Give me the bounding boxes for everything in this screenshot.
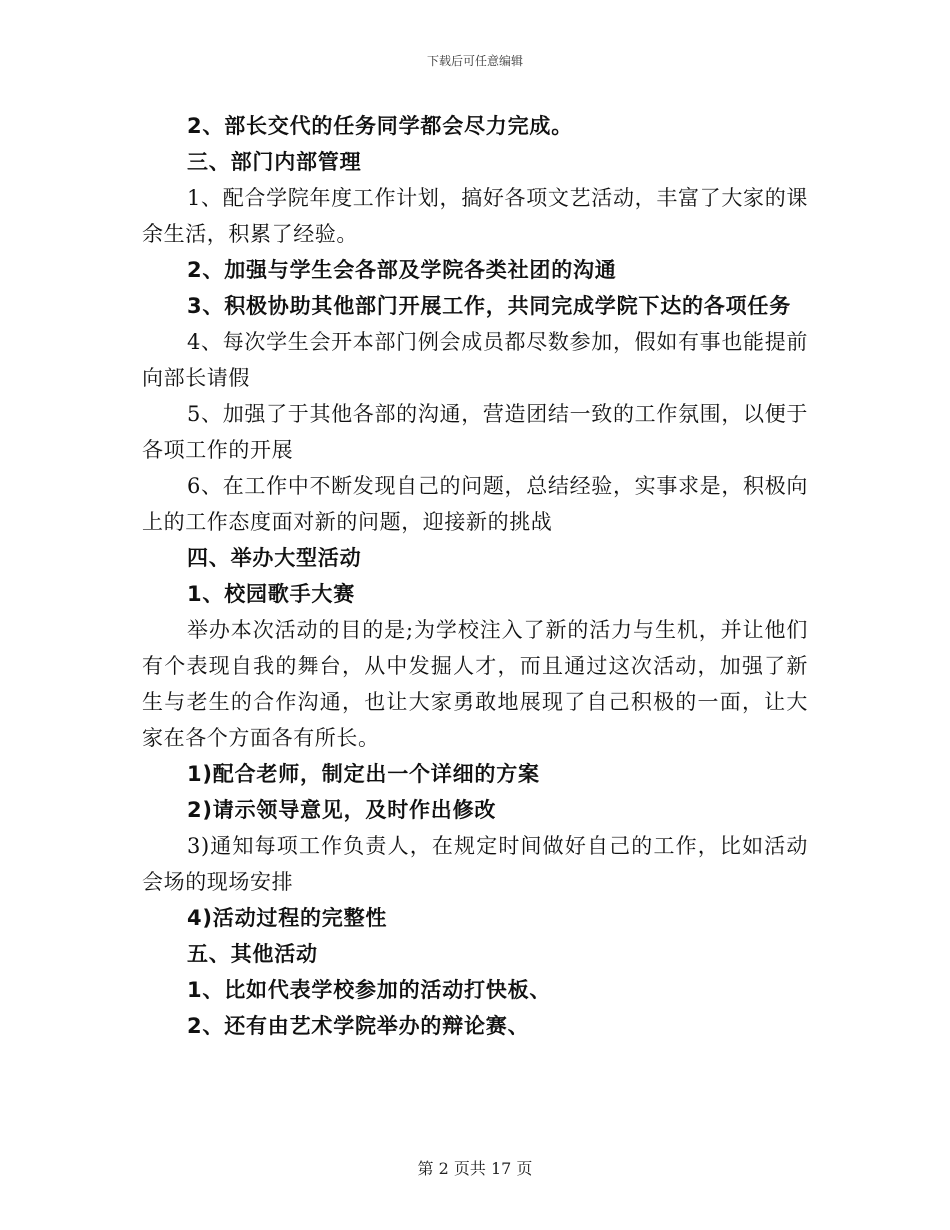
paragraph-line: 2、部长交代的任务同学都会尽力完成。 xyxy=(187,114,574,138)
list-item: 4)活动过程的完整性 xyxy=(187,906,388,930)
page-header: 下载后可任意编辑 xyxy=(426,54,523,68)
paragraph-line: 1、配合学院年度工作计划，搞好各项文艺活动，丰富了大家的课 xyxy=(187,186,808,210)
list-item: 3)通知每项工作负责人，在规定时间做好自己的工作，比如活动 xyxy=(187,834,808,858)
paragraph-line: 上的工作态度面对新的问题，迎接新的挑战 xyxy=(142,510,553,534)
list-item: 2、还有由艺术学院举办的辩论赛、 xyxy=(187,1014,530,1038)
paragraph-line: 5、加强了于其他各部的沟通，营造团结一致的工作氛围，以便于 xyxy=(187,402,808,426)
document-body xyxy=(142,108,808,1044)
page-footer: 第 2 页共 17 页 xyxy=(417,1159,533,1178)
list-item: 1、比如代表学校参加的活动打快板、 xyxy=(187,978,552,1002)
paragraph-line: 2、加强与学生会各部及学院各类社团的沟通 xyxy=(187,258,617,282)
paragraph-line: 会场的现场安排 xyxy=(142,870,294,894)
section-heading: 四、举办大型活动 xyxy=(187,546,362,570)
paragraph-line: 举办本次活动的目的是;为学校注入了新的活力与生机，并让他们 xyxy=(187,618,808,642)
subsection-heading: 1、校园歌手大赛 xyxy=(187,582,356,606)
paragraph-line: 生与老生的合作沟通，也让大家勇敢地展现了自己积极的一面，让大 xyxy=(142,690,808,714)
paragraph-line: 向部长请假 xyxy=(142,366,250,390)
list-item: 2)请示领导意见，及时作出修改 xyxy=(187,798,497,822)
section-heading: 五、其他活动 xyxy=(187,942,318,966)
list-item: 1)配合老师，制定出一个详细的方案 xyxy=(187,762,540,786)
paragraph-line: 4、每次学生会开本部门例会成员都尽数参加，假如有事也能提前 xyxy=(187,330,808,354)
paragraph-line: 3、积极协助其他部门开展工作，共同完成学院下达的各项任务 xyxy=(187,294,792,318)
section-heading: 三、部门内部管理 xyxy=(187,150,362,174)
paragraph-line: 6、在工作中不断发现自己的问题，总结经验，实事求是，积极向 xyxy=(187,474,808,498)
paragraph-line: 各项工作的开展 xyxy=(142,438,294,462)
paragraph-line: 家在各个方面各有所长。 xyxy=(142,726,380,750)
paragraph-line: 余生活，积累了经验。 xyxy=(142,222,358,246)
paragraph-line: 有个表现自我的舞台，从中发掘人才，而且通过这次活动，加强了新 xyxy=(142,654,808,678)
